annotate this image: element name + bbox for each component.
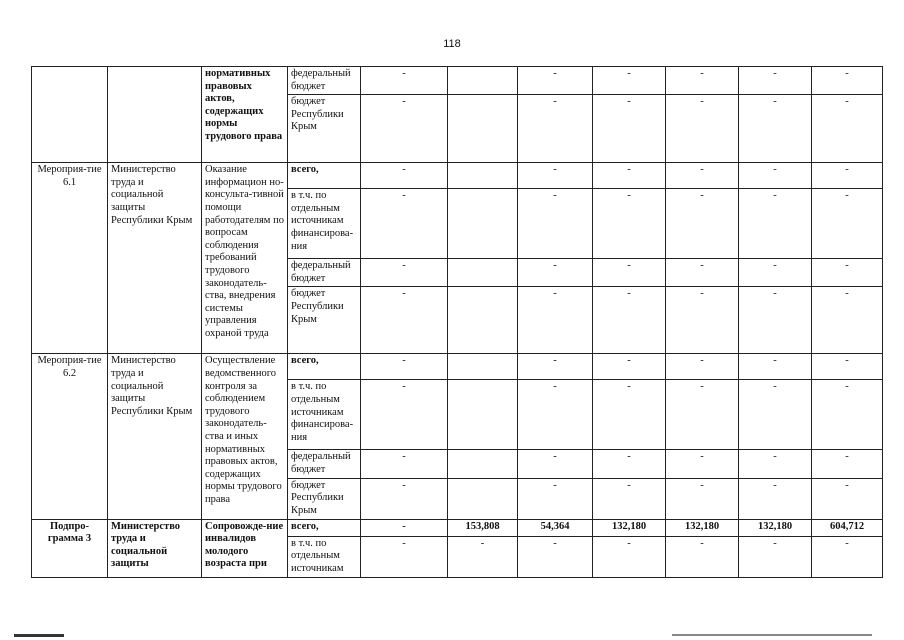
value-cell [448,287,518,354]
value-cell: - [593,95,666,163]
value-cell: 54,364 [518,519,593,536]
value-cell: - [739,189,812,259]
value-cell: - [666,478,739,519]
value-cell: - [448,536,518,577]
value-cell: - [518,478,593,519]
value-cell: - [518,380,593,450]
value-cell: - [812,450,883,478]
value-cell [448,163,518,189]
table-row [32,67,883,95]
value-cell: - [739,67,812,95]
value-cell: - [739,354,812,380]
scan-edge-mark [14,634,64,637]
measure-label: Мероприя-тие 6.2 [32,354,108,519]
value-cell: - [361,380,448,450]
value-cell: - [666,259,739,287]
value-cell: 132,180 [666,519,739,536]
value-cell: - [518,259,593,287]
value-cell: - [739,259,812,287]
value-cell: - [812,163,883,189]
value-cell: 604,712 [812,519,883,536]
source-cell: бюджет Республики Крым [288,95,361,163]
value-cell: - [361,67,448,95]
source-cell: всего, [288,163,361,189]
value-cell: - [593,67,666,95]
value-cell: 132,180 [593,519,666,536]
value-cell: - [739,536,812,577]
value-cell [448,95,518,163]
value-cell: - [361,478,448,519]
value-cell: - [666,163,739,189]
value-cell: - [361,95,448,163]
value-cell [448,189,518,259]
budget-table [31,66,883,578]
value-cell: - [666,189,739,259]
source-cell: бюджет Республики Крым [288,478,361,519]
value-cell: - [739,163,812,189]
value-cell: - [593,354,666,380]
value-cell: - [812,189,883,259]
value-cell: - [361,519,448,536]
description-cell: Сопровожде-ние инвалидов молодого возраста при [202,519,288,577]
value-cell: - [593,287,666,354]
source-cell: федеральный бюджет [288,67,361,95]
value-cell: - [666,67,739,95]
table-row [32,163,883,189]
value-cell: - [812,67,883,95]
value-cell: - [593,450,666,478]
measure-label: Мероприя-тие 6.1 [32,163,108,354]
source-cell: всего, [288,519,361,536]
value-cell: - [812,95,883,163]
value-cell: - [518,354,593,380]
source-cell: всего, [288,354,361,380]
source-cell: в т.ч. по отдельным источникам финансирова-ния [288,189,361,259]
source-cell: федеральный бюджет [288,259,361,287]
measure-cell [32,67,108,163]
page-number: 118 [443,38,461,50]
source-cell: в т.ч. по отдельным источникам финансирова-ния [288,380,361,450]
table-row [32,354,883,380]
value-cell: 153,808 [448,519,518,536]
value-cell [448,450,518,478]
value-cell [448,380,518,450]
value-cell: - [593,259,666,287]
value-cell: - [666,380,739,450]
value-cell: - [518,536,593,577]
value-cell: - [812,259,883,287]
value-cell: - [739,450,812,478]
table-row [32,519,883,536]
value-cell: - [739,287,812,354]
value-cell: - [593,536,666,577]
value-cell: - [739,95,812,163]
executor-cell: Министерство труда и социальной защиты Республики Крым [108,354,202,519]
value-cell: - [361,163,448,189]
value-cell: - [518,67,593,95]
executor-cell: Министерство труда и социальной защиты [108,519,202,577]
value-cell: - [593,478,666,519]
source-cell: федеральный бюджет [288,450,361,478]
value-cell: - [812,287,883,354]
value-cell: - [518,95,593,163]
value-cell: - [361,536,448,577]
executor-cell: Министерство труда и социальной защиты Республики Крым [108,163,202,354]
value-cell: 132,180 [739,519,812,536]
value-cell: - [666,95,739,163]
scan-edge-mark [672,634,872,636]
value-cell: - [361,259,448,287]
value-cell: - [666,450,739,478]
value-cell: - [518,189,593,259]
value-cell: - [518,163,593,189]
description-cell: Осуществление ведомственного контроля за соблюдением трудового законодатель-ства и иных нормативных правовых актов, содержащих нормы трудового права [202,354,288,519]
value-cell: - [593,380,666,450]
value-cell: - [518,287,593,354]
value-cell: - [666,536,739,577]
value-cell: - [518,450,593,478]
source-cell: в т.ч. по отдельным источникам [288,536,361,577]
value-cell: - [812,536,883,577]
subprogram-label: Подпро-грамма 3 [32,519,108,577]
value-cell: - [812,478,883,519]
description-cell: нормативных правовых актов, содержащих нормы трудового права [202,67,288,163]
value-cell: - [812,380,883,450]
value-cell [448,259,518,287]
value-cell: - [666,354,739,380]
value-cell [448,354,518,380]
value-cell: - [739,380,812,450]
source-cell: бюджет Республики Крым [288,287,361,354]
value-cell: - [361,354,448,380]
value-cell [448,67,518,95]
value-cell [448,478,518,519]
value-cell: - [361,450,448,478]
value-cell: - [593,189,666,259]
description-cell: Оказание информацион но-консульта-тивной помощи работодателям по вопросам соблюдения требований трудового законодатель-ства, внедрения системы управления охраной труда [202,163,288,354]
executor-cell [108,67,202,163]
value-cell: - [739,478,812,519]
value-cell: - [361,189,448,259]
value-cell: - [812,354,883,380]
value-cell: - [666,287,739,354]
value-cell: - [593,163,666,189]
value-cell: - [361,287,448,354]
